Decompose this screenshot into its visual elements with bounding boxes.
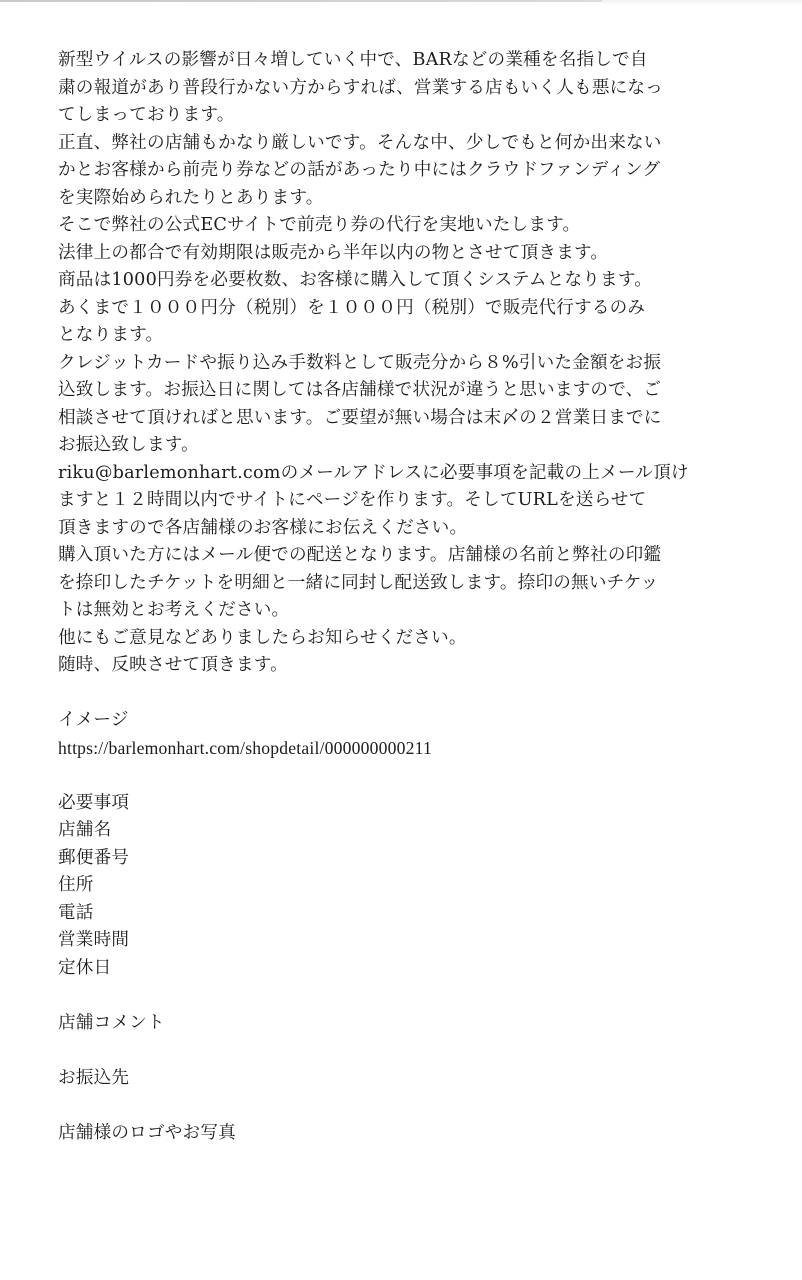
requirement-item: 郵便番号 (58, 847, 130, 868)
body-line: 商品は1000円券を必要枚数、お客様に購入して頂くシステムとなります。 (58, 270, 653, 290)
blank-line (58, 1092, 748, 1120)
body-line: 法律上の都合で有効期限は販売から半年以内の物とさせて頂きます。 (58, 242, 609, 263)
body-line: あくまで１０００円分（税別）を１０００円（税別）で販売代行するのみ (58, 297, 646, 318)
body-line: 相談させて頂ければと思います。ご要望が無い場合は末〆の２営業日までに (58, 407, 662, 428)
body-line: となります。 (58, 325, 164, 345)
requirement-item: 店舗名 (58, 820, 112, 840)
store-comment-label: 店舗コメント (58, 1012, 165, 1033)
body-line: 頂きますので各店舗様のお客様にお伝えください。 (58, 517, 468, 538)
requirement-item: 電話 (58, 902, 94, 923)
transfer-destination-label: お振込先 (58, 1067, 130, 1088)
body-line: 込致します。お振込日に関しては各店舗様で状況が違うと思いますので、ご (58, 380, 662, 400)
body-line: 正直、弊社の店舗もかなり厳しいです。そんな中、少しでもと何か出来ない (58, 132, 662, 153)
image-section (58, 707, 748, 762)
image-label: イメージ (58, 710, 129, 730)
scan-corner-shadow (602, 0, 802, 6)
body-line: ますと１２時間以内でサイトにページを作ります。そしてURLを送らせて (58, 490, 647, 510)
body-line: 粛の報道があり普段行かない方からすれば、営業する店もいく人も悪になっ (58, 77, 663, 98)
body-line: お振込致します。 (58, 435, 199, 455)
body-line: 購入頂いた方にはメール便での配送となります。店舗様の名前と弊社の印鑑 (58, 545, 662, 565)
body-line: てしまっております。 (58, 105, 235, 125)
body-line: そこで弊社の公式ECサイトで前売り券の代行を実地いたします。 (58, 215, 581, 235)
body-line: 随時、反映させて頂きます。 (58, 655, 288, 675)
blank-line (58, 680, 748, 708)
body-line: クレジットカードや振り込み手数料として販売分から８%引いた金額をお振 (58, 352, 662, 373)
logo-photo-label: 店舗様のロゴやお写真 (58, 1122, 236, 1143)
image-url-link[interactable]: https://barlemonhart.com/shopdetail/000000000211 (58, 737, 432, 758)
body-line: トは無効とお考えください。 (58, 600, 290, 620)
body-line: かとお客様から前売り券などの話があったり中にはクラウドファンディング (58, 160, 661, 180)
body-line: を捺印したチケットを明細と一緒に同封し配送致します。捺印の無いチケッ (58, 572, 659, 593)
requirement-item: 住所 (58, 875, 94, 895)
body-line: riku@barlemonhart.comのメールアドレスに必要事項を記載の上メール頂け (58, 462, 689, 483)
requirement-item: 定休日 (58, 957, 112, 978)
blank-line (58, 762, 748, 790)
requirements-heading: 必要事項 (58, 792, 130, 813)
blank-line (58, 1037, 748, 1065)
body-line: 他にもご意見などありましたらお知らせください。 (58, 627, 467, 648)
body-line: 新型ウイルスの影響が日々増していく中で、BARなどの業種を名指しで自 (58, 50, 648, 70)
blank-line (58, 982, 748, 1010)
body-paragraphs (58, 47, 748, 680)
requirement-item: 営業時間 (58, 930, 130, 950)
body-line: を実際始められたりとあります。 (58, 187, 324, 208)
document-page (58, 47, 748, 1147)
requirements-section (58, 790, 748, 983)
